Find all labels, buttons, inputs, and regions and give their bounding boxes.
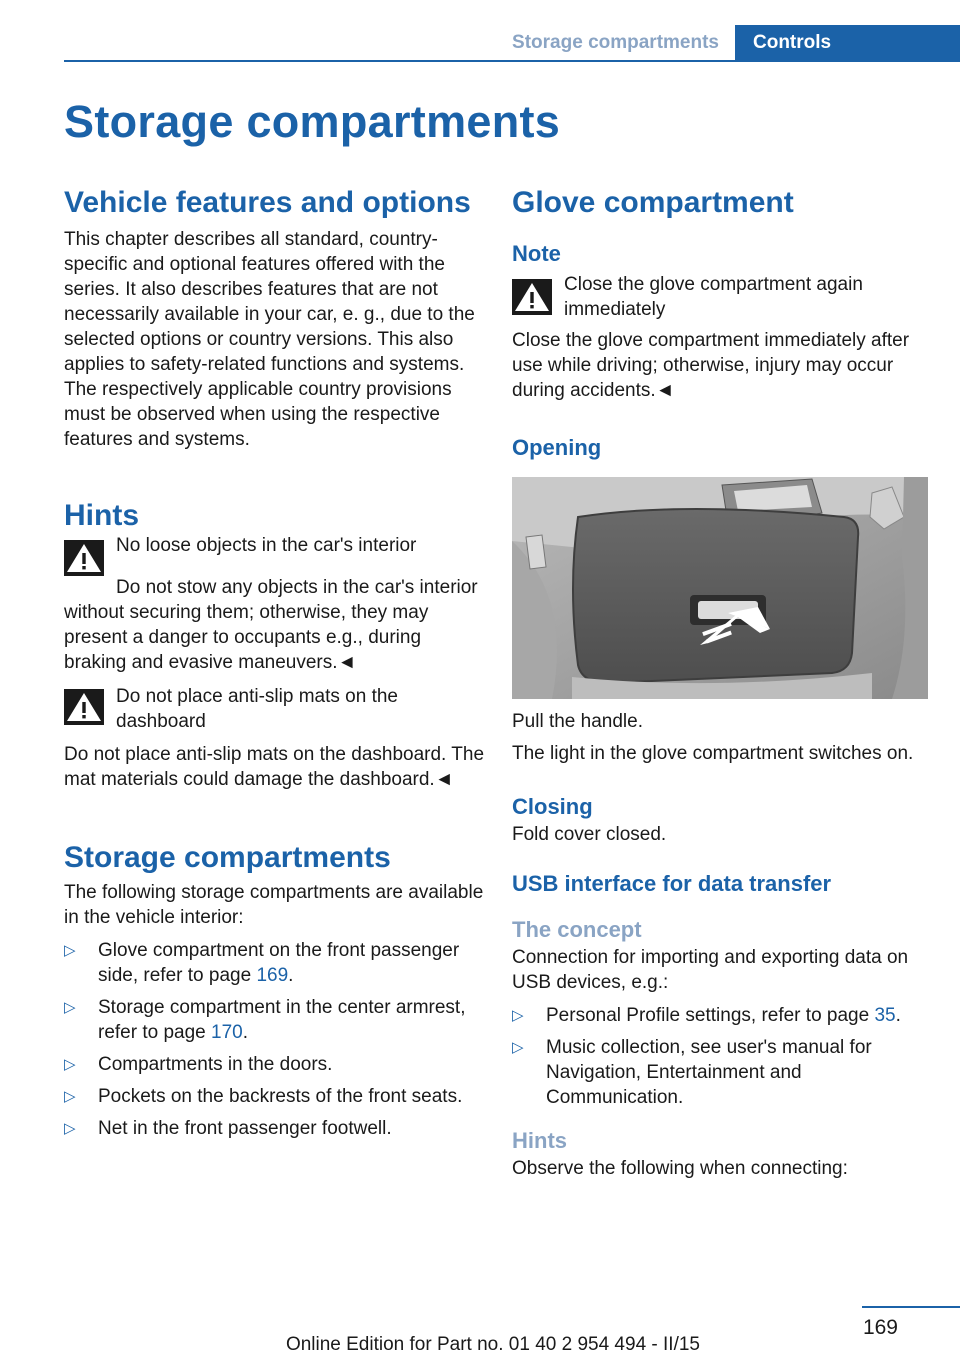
list-item xyxy=(64,1052,484,1077)
note-heading: Note xyxy=(512,241,561,266)
list-item-text: Compartments in the doors. xyxy=(98,1054,333,1075)
left-column xyxy=(64,183,484,1148)
usb-list xyxy=(512,1003,932,1110)
warning-text: Do not stow any objects in the car's interior without securing them; otherwise, they may present a danger to occupants e.g., during braking and evasive maneuvers.◄ xyxy=(64,577,478,673)
usb-hints-text: Observe the following when connecting: xyxy=(512,1158,848,1179)
list-item-end: . xyxy=(242,1022,249,1043)
usb-heading: USB interface for data transfer xyxy=(512,871,832,896)
warning-loose-objects xyxy=(64,536,484,576)
warning-title: Close the glove compartment again immediately xyxy=(564,274,863,320)
triangle-right-icon: ▷ xyxy=(64,1088,76,1105)
warning-triangle-icon xyxy=(64,540,104,576)
storage-list xyxy=(64,938,484,1141)
closing-text: Fold cover closed. xyxy=(512,824,667,845)
list-item xyxy=(512,1003,932,1028)
light-text: The light in the glove compartment switches on. xyxy=(512,743,914,764)
list-item-text: Storage compartment in the center armrest, refer to page xyxy=(98,997,466,1043)
page-link[interactable]: 35 xyxy=(874,1005,896,1026)
list-item xyxy=(64,938,484,988)
edition-note: Online Edition for Part no. 01 40 2 954 494 - II/15 xyxy=(285,1334,700,1355)
usb-hints-heading: Hints xyxy=(512,1128,567,1153)
storage-heading: Storage compartments xyxy=(64,841,391,874)
triangle-right-icon: ▷ xyxy=(512,1007,524,1024)
storage-intro: The following storage compartments are available in the vehicle interior: xyxy=(64,882,484,928)
triangle-right-icon: ▷ xyxy=(64,1056,76,1073)
list-item-end: . xyxy=(895,1005,901,1026)
page-number: 169 xyxy=(862,1316,898,1339)
page-link[interactable]: 170 xyxy=(211,1022,243,1043)
note-text: Close the glove compartment immediately after use while driving; otherwise, injury may occur during accidents.◄ xyxy=(512,330,910,401)
list-item-text: Personal Profile settings, refer to page xyxy=(546,1005,875,1026)
list-item xyxy=(64,1116,484,1141)
header-chapter-tab: Controls xyxy=(735,25,960,62)
warning-text: Do not place anti-slip mats on the dashboard. The mat materials could damage the dashboard.◄ xyxy=(64,744,485,790)
list-item-end: . xyxy=(288,965,294,986)
warning-close-glove xyxy=(512,275,932,322)
vehicle-features-heading: Vehicle features and options xyxy=(64,186,471,219)
list-item-text: Pockets on the backrests of the front seats. xyxy=(98,1086,463,1107)
warning-title: No loose objects in the car's interior xyxy=(116,535,417,556)
right-column xyxy=(512,183,932,1181)
triangle-right-icon: ▷ xyxy=(64,999,76,1016)
page-link[interactable]: 169 xyxy=(256,965,289,986)
concept-text: Connection for importing and exporting data on USB devices, e.g.: xyxy=(512,947,909,993)
page-title: Storage compartments xyxy=(64,96,561,147)
list-item xyxy=(64,995,484,1045)
warning-triangle-icon xyxy=(64,689,104,725)
glove-compartment-photo xyxy=(512,477,928,699)
triangle-right-icon: ▷ xyxy=(64,942,76,959)
triangle-right-icon: ▷ xyxy=(64,1120,76,1137)
opening-heading: Opening xyxy=(512,435,602,460)
closing-heading: Closing xyxy=(512,794,593,819)
glove-compartment-heading: Glove compartment xyxy=(512,186,794,219)
header-section-tab: Storage compartments xyxy=(512,32,719,53)
warning-title: Do not place anti-slip mats on the dashboard xyxy=(116,686,398,732)
list-item xyxy=(64,1084,484,1109)
warning-anti-slip xyxy=(64,685,484,734)
hints-heading: Hints xyxy=(64,499,139,532)
vehicle-features-text: This chapter describes all standard, country-specific and optional features offered with the series. It also describes features that are not necessarily available in your car, e. g., due to the selected options or country versions. This also applies to safety-related functions and systems. The respectively applicable country provisions must be observed when using the respective features and systems. xyxy=(64,229,475,450)
pull-text: Pull the handle. xyxy=(512,711,643,732)
list-item-text: Glove compartment on the front passenger side, refer to page xyxy=(98,940,460,986)
header-rule xyxy=(64,60,960,62)
warning-triangle-icon xyxy=(512,279,552,315)
concept-heading: The concept xyxy=(512,917,642,942)
list-item-text: Net in the front passenger footwell. xyxy=(98,1118,392,1139)
list-item xyxy=(512,1035,932,1110)
list-item-text: Music collection, see user's manual for Navigation, Entertainment and Communication. xyxy=(546,1037,872,1108)
triangle-right-icon: ▷ xyxy=(512,1039,524,1056)
footer-rule xyxy=(862,1306,960,1308)
